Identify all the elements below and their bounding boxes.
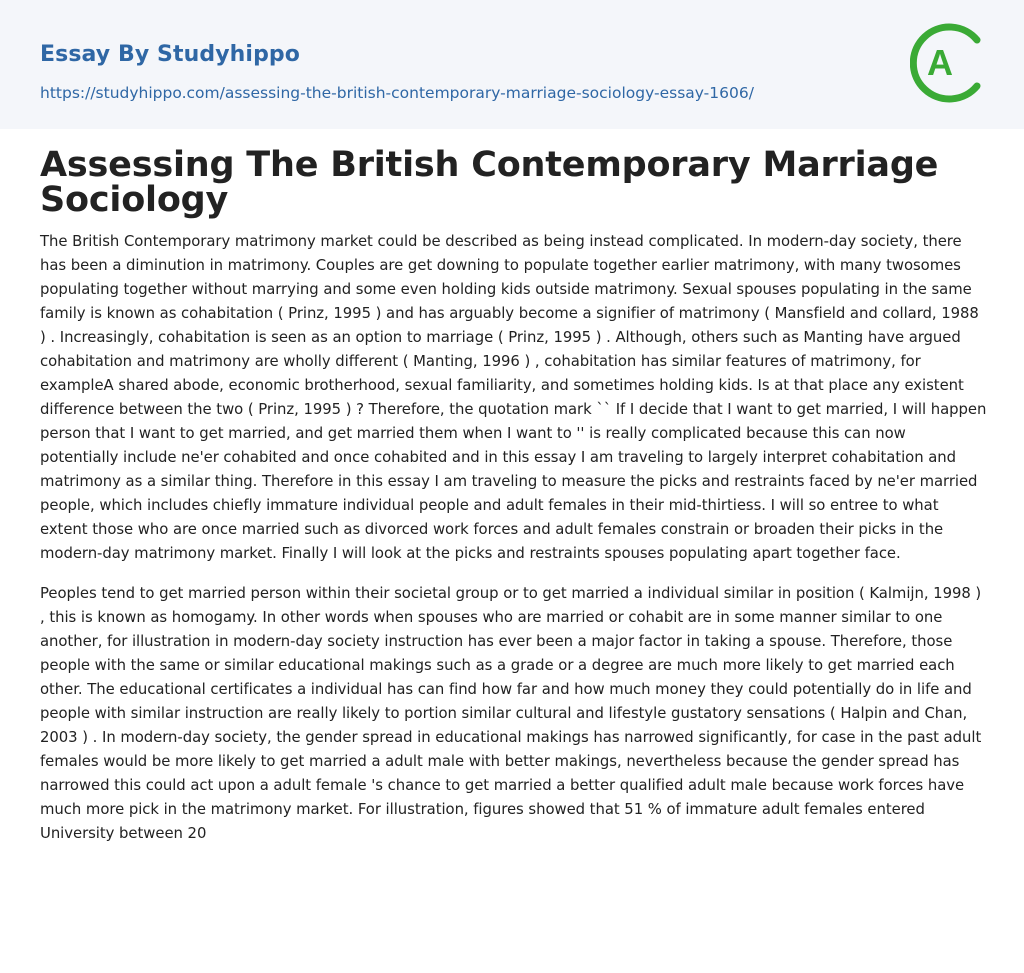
brand-title[interactable]: Essay By Studyhippo bbox=[40, 42, 300, 67]
site-header bbox=[0, 0, 1024, 129]
studyhippo-logo-icon[interactable] bbox=[910, 18, 990, 108]
logo-letter: A bbox=[927, 42, 953, 83]
essay-body bbox=[40, 229, 988, 861]
essay-title: Assessing The British Contemporary Marriage Sociology bbox=[40, 145, 939, 220]
essay-paragraph-2: Peoples tend to get married person within their societal group or to get married a individual similar in position ( Kalmijn, 1998 ) , this is known as homogamy. In other words when spouses who are married or cohabit are in some manner similar to one another, for illustration in modern-day society instruction has ever been a major factor in taking a spouse. Therefore, those people with the same or similar educational makings such as a grade or a degree are much more likely to get married each other. The educational certificates a individual has can find how far and how much money they could potentially do in life and people with similar instruction are really likely to portion similar cultural and lifestyle gustatory sensations ( Halpin and Chan, 2003 ) . In modern-day society, the gender spread in educational makings has narrowed significantly, for case in the past adult females would be more likely to get married a adult male with better makings, nevertheless because the gender spread has narrowed this could act upon a adult female 's chance to get married a better qualified adult male because work forces have much more pick in the matrimony market. For illustration, figures showed that 51 % of immature adult females entered University between 20 bbox=[40, 584, 982, 842]
source-url-link[interactable]: https://studyhippo.com/assessing-the-british-contemporary-marriage-sociology-essay-1606/ bbox=[40, 84, 754, 102]
essay-paragraph-1: The British Contemporary matrimony market could be described as being instead complicated. In modern-day society, there has been a diminution in matrimony. Couples are get downing to populate together earlier matrimony, with many twosomes populating together without marrying and some even holding kids outside matrimony. Sexual spouses populating in the same family is known as cohabitation ( Prinz, 1995 ) and has arguably become a signifier of matrimony ( Mansfield and collard, 1988 ) . Increasingly, cohabitation is seen as an option to marriage ( Prinz, 1995 ) . Although, others such as Manting have argued cohabitation and matrimony are wholly different ( Manting, 1996 ) , cohabitation has similar features of matrimony, for exampleA shared abode, economic brotherhood, sexual familiarity, and sometimes holding kids. Is at that place any existent difference between the two ( Prinz, 1995 ) ? Therefore, the quotation mark `` If I decide that I want to get married, I will happen person that I want to get married, and get married them when I want to '' is really complicated because this can now potentially include ne'er cohabited and once cohabited and in this essay I am traveling to largely interpret cohabitation and matrimony as a similar thing. Therefore in this essay I am traveling to measure the picks and restraints faced by ne'er married people, which includes chiefly immature individual people and adult females in their mid-thirtiess. I will so entree to what extent those who are once married such as divorced work forces and adult females constrain or broaden their picks in the modern-day matrimony market. Finally I will look at the picks and restraints spouses populating apart together face. bbox=[40, 232, 987, 562]
